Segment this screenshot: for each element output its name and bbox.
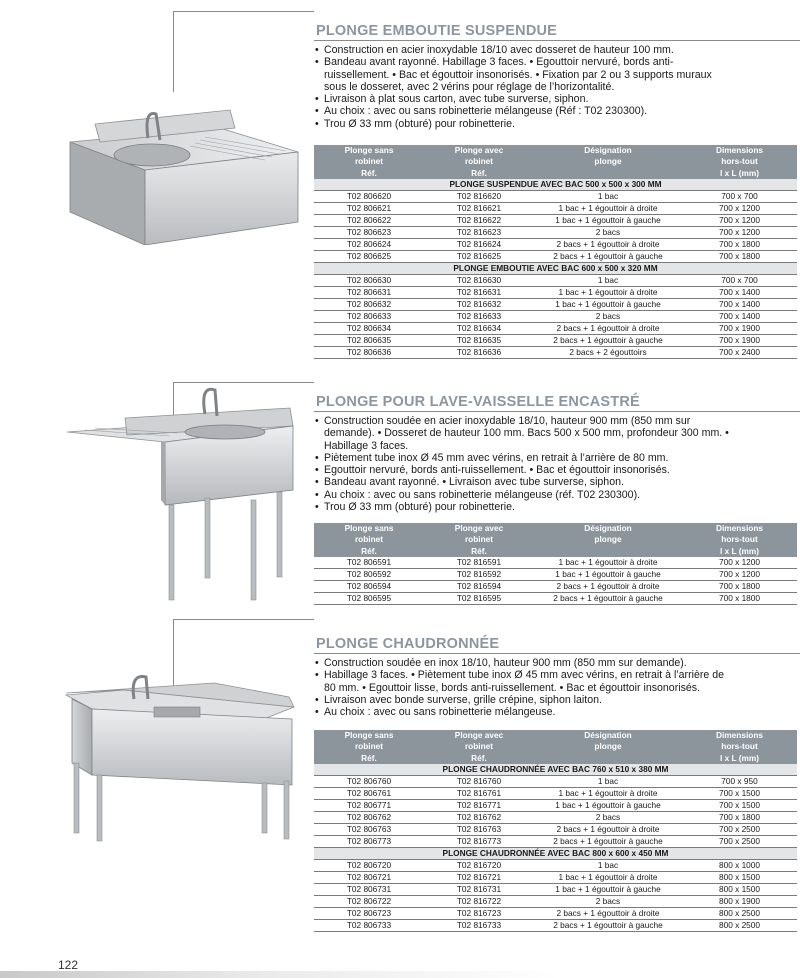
table-cell: T02 816733 <box>424 919 534 931</box>
table-cell: T02 806760 <box>314 775 424 787</box>
table-cell: T02 806773 <box>314 835 424 847</box>
column-header-line: robinet <box>354 534 384 545</box>
description-bullet: • Egouttoir nervuré, bords anti-ruissellement. • Bac et égouttoir insonorisés. <box>313 464 733 476</box>
table-row <box>314 859 797 871</box>
column-header-line: Réf. <box>471 545 487 556</box>
column-header-line: Dimensions <box>715 730 764 740</box>
table-row <box>314 871 797 883</box>
table-row <box>314 580 797 592</box>
description-bullet: • Trou Ø 33 mm (obturé) pour robinetterie. <box>313 501 733 513</box>
table-row <box>314 226 797 238</box>
table-cell: 700 x 1800 <box>682 250 797 262</box>
column-header-line <box>534 168 682 179</box>
column-header <box>682 730 797 764</box>
description-bullet: • Construction en acier inoxydable 18/10 avec dosseret de hauteur 100 mm. <box>313 44 733 56</box>
column-header <box>534 730 682 764</box>
column-header <box>682 523 797 557</box>
table-cell: T02 816763 <box>424 823 534 835</box>
group-label: PLONGE CHAUDRONNÉE AVEC BAC 760 x 510 x 380 MM <box>314 764 797 776</box>
table-cell: T02 816620 <box>424 190 534 202</box>
description-bullet: • Livraison avec bonde surverse, grille crépine, siphon laiton. <box>313 694 733 706</box>
spec-table-2 <box>314 523 797 605</box>
table-cell: 700 x 1200 <box>682 214 797 226</box>
table-cell: T02 806631 <box>314 286 424 298</box>
table-cell: 2 bacs + 2 égouttoirs <box>534 346 682 358</box>
table-cell: T02 806591 <box>314 557 424 569</box>
description-bullet: • Bandeau avant rayonné. • Livraison avec tube surverse, siphon. <box>313 476 733 488</box>
table-cell: 1 bac + 1 égouttoir à gauche <box>534 568 682 580</box>
table-cell: T02 806595 <box>314 592 424 604</box>
table-cell: 800 x 2500 <box>682 919 797 931</box>
table-cell: 1 bac <box>534 859 682 871</box>
table-group-row <box>314 262 797 274</box>
description-bullet: • Construction soudée en acier inoxydable 18/10, hauteur 900 mm (850 mm sur demande). • Dosseret de hauteur 100 mm. Bacs 500 x 500 mm, profondeur 300 mm. • Habillage 3 faces. <box>313 415 733 452</box>
column-header-line: Réf. <box>471 167 487 178</box>
table-cell: T02 806622 <box>314 214 424 226</box>
table-cell: 700 x 2500 <box>682 835 797 847</box>
table-cell: 700 x 950 <box>682 775 797 787</box>
description-bullet: • Au choix : avec ou sans robinetterie mélangeuse (réf. T02 230300). <box>313 489 733 501</box>
table-cell: T02 806623 <box>314 226 424 238</box>
table-cell: T02 806771 <box>314 799 424 811</box>
table-row <box>314 557 797 569</box>
table-cell: T02 816761 <box>424 787 534 799</box>
table-cell: 700 x 2400 <box>682 346 797 358</box>
column-header-line: robinet <box>464 534 494 545</box>
group-label: PLONGE CHAUDRONNÉE AVEC BAC 800 x 600 x 450 MM <box>314 847 797 859</box>
table-cell: T02 806620 <box>314 190 424 202</box>
table-cell: 2 bacs + 1 égouttoir à droite <box>534 823 682 835</box>
column-header-line: Désignation <box>584 730 632 740</box>
table-cell: T02 816623 <box>424 226 534 238</box>
table-group-row <box>314 847 797 859</box>
section-title-2: PLONGE POUR LAVE-VAISSELLE ENCASTRÉ <box>316 394 640 410</box>
description-list-1 <box>313 44 733 130</box>
table-cell: 700 x 700 <box>682 190 797 202</box>
description-bullet <box>313 105 733 117</box>
table-cell: 700 x 1900 <box>682 322 797 334</box>
table-row <box>314 298 797 310</box>
column-header-line: Réf. <box>361 752 377 763</box>
table-cell: T02 816762 <box>424 811 534 823</box>
table-cell: T02 816632 <box>424 298 534 310</box>
table-cell: T02 806733 <box>314 919 424 931</box>
table-cell: 1 bac + 1 égouttoir à droite <box>534 202 682 214</box>
table-row <box>314 907 797 919</box>
table-cell: T02 806761 <box>314 787 424 799</box>
column-header-line: l x L (mm) <box>719 752 760 763</box>
description-bullet: • Construction soudée en inox 18/10, hauteur 900 mm (850 mm sur demande). <box>313 657 733 669</box>
table-cell: 700 x 700 <box>682 274 797 286</box>
table-row <box>314 592 797 604</box>
table-cell: T02 806721 <box>314 871 424 883</box>
table-cell: 2 bacs <box>534 895 682 907</box>
table-cell: 1 bac <box>534 775 682 787</box>
table-row <box>314 310 797 322</box>
table-cell: T02 816631 <box>424 286 534 298</box>
table-row <box>314 823 797 835</box>
table-cell: 2 bacs + 1 égouttoir à droite <box>534 580 682 592</box>
title-rule-1 <box>314 40 800 41</box>
table-cell: 800 x 1500 <box>682 871 797 883</box>
column-header-line: robinet <box>464 156 494 167</box>
table-cell: 2 bacs + 1 égouttoir à gauche <box>534 592 682 604</box>
table-cell: T02 816624 <box>424 238 534 250</box>
table-cell: 2 bacs + 1 égouttoir à gauche <box>534 250 682 262</box>
column-header-line: Réf. <box>471 752 487 763</box>
table-group-row <box>314 764 797 776</box>
column-header-line: Réf. <box>361 167 377 178</box>
column-header-line: Dimensions <box>715 145 764 155</box>
table-cell: T02 816622 <box>424 214 534 226</box>
column-header <box>424 145 534 179</box>
column-header-line: Dimensions <box>715 523 764 533</box>
column-header-line: Désignation <box>584 145 632 155</box>
description-bullet: • Trou Ø 33 mm (obturé) pour robinetterie. <box>313 118 733 130</box>
table-cell: T02 816721 <box>424 871 534 883</box>
table-cell: T02 806762 <box>314 811 424 823</box>
column-header <box>424 523 534 557</box>
table-cell: T02 816594 <box>424 580 534 592</box>
table-cell: T02 806731 <box>314 883 424 895</box>
table-cell: 700 x 1800 <box>682 811 797 823</box>
table-cell: 1 bac + 1 égouttoir à droite <box>534 286 682 298</box>
table-cell: T02 816625 <box>424 250 534 262</box>
description-text: Au choix : avec ou sans robinetterie mélangeuse (Réf : T02 230300). <box>324 105 648 118</box>
table-cell: 2 bacs <box>534 811 682 823</box>
group-label: PLONGE EMBOUTIE AVEC BAC 600 x 500 x 320 MM <box>314 262 797 274</box>
table-header-row <box>314 730 797 764</box>
table-cell: T02 806636 <box>314 346 424 358</box>
column-header-line: plonge <box>594 156 622 167</box>
column-header-line: Plonge sans <box>344 145 394 155</box>
table-cell: 2 bacs <box>534 310 682 322</box>
table-cell: 2 bacs + 1 égouttoir à droite <box>534 907 682 919</box>
table-row <box>314 775 797 787</box>
column-header-line: robinet <box>464 741 494 752</box>
table-cell: 2 bacs + 1 égouttoir à droite <box>534 238 682 250</box>
description-list-2 <box>313 415 733 513</box>
table-cell: 700 x 1200 <box>682 226 797 238</box>
table-cell: 700 x 1200 <box>682 202 797 214</box>
spec-table-3 <box>314 730 797 932</box>
section-title-3: PLONGE CHAUDRONNÉE <box>316 636 500 652</box>
table-row <box>314 238 797 250</box>
table-cell: T02 806632 <box>314 298 424 310</box>
table-cell: 1 bac + 1 égouttoir à gauche <box>534 214 682 226</box>
table-cell: T02 806633 <box>314 310 424 322</box>
table-cell: 1 bac + 1 égouttoir à droite <box>534 787 682 799</box>
table-row <box>314 202 797 214</box>
table-cell: T02 816635 <box>424 334 534 346</box>
table-cell: 800 x 1500 <box>682 883 797 895</box>
group-label: PLONGE SUSPENDUE AVEC BAC 500 x 500 x 300 MM <box>314 179 797 191</box>
column-header-line: hors-tout <box>721 741 758 752</box>
description-bullet: • Habillage 3 faces. • Piètement tube inox Ø 45 mm avec vérins, en retrait à l’arrière de 80 mm. • Egouttoir lisse, bords anti-ruissellement. • Bac et égouttoir insonorisés. <box>313 669 733 694</box>
title-rule-2 <box>314 411 800 412</box>
table-cell: 1 bac <box>534 274 682 286</box>
column-header <box>682 145 797 179</box>
table-row <box>314 250 797 262</box>
table-cell: 700 x 1500 <box>682 787 797 799</box>
table-group-row <box>314 179 797 191</box>
table-row <box>314 919 797 931</box>
table-cell: T02 816722 <box>424 895 534 907</box>
table-cell: 700 x 1800 <box>682 580 797 592</box>
table-cell: 700 x 1500 <box>682 799 797 811</box>
column-header-line: plonge <box>594 534 622 545</box>
column-header-line: Désignation <box>584 523 632 533</box>
table-cell: 700 x 1400 <box>682 310 797 322</box>
table-row <box>314 214 797 226</box>
table-cell: 1 bac + 1 égouttoir à droite <box>534 557 682 569</box>
table-row <box>314 835 797 847</box>
table-cell: T02 806720 <box>314 859 424 871</box>
title-rule-3 <box>314 653 800 654</box>
column-header-line: Plonge sans <box>344 523 394 533</box>
column-header-line: l x L (mm) <box>719 167 760 178</box>
table-row <box>314 346 797 358</box>
table-cell: 2 bacs + 1 égouttoir à gauche <box>534 835 682 847</box>
table-cell: 700 x 1900 <box>682 334 797 346</box>
table-cell: T02 806624 <box>314 238 424 250</box>
column-header-line <box>534 753 682 764</box>
description-bullet: • Livraison à plat sous carton, avec tube surverse, siphon. <box>313 93 733 105</box>
table-cell: 2 bacs + 1 égouttoir à gauche <box>534 334 682 346</box>
table-row <box>314 190 797 202</box>
table-row <box>314 883 797 895</box>
table-cell: 800 x 2500 <box>682 907 797 919</box>
table-cell: T02 816731 <box>424 883 534 895</box>
table-cell: T02 806763 <box>314 823 424 835</box>
column-header-line <box>534 546 682 557</box>
table-cell: T02 816773 <box>424 835 534 847</box>
table-cell: T02 816723 <box>424 907 534 919</box>
column-header <box>314 523 424 557</box>
table-row <box>314 274 797 286</box>
table-cell: 1 bac + 1 égouttoir à droite <box>534 871 682 883</box>
table-cell: T02 806630 <box>314 274 424 286</box>
table-cell: 1 bac + 1 égouttoir à gauche <box>534 799 682 811</box>
photo-frame-1 <box>173 11 314 92</box>
table-cell: 700 x 1800 <box>682 592 797 604</box>
table-cell: 1 bac + 1 égouttoir à gauche <box>534 883 682 895</box>
description-list-3 <box>313 657 733 718</box>
column-header-line: plonge <box>594 741 622 752</box>
description-bullet: • Piètement tube inox Ø 45 mm avec vérins, en retrait à l’arrière de 80 mm. <box>313 452 733 464</box>
column-header <box>314 730 424 764</box>
table-cell: 2 bacs <box>534 226 682 238</box>
table-cell: T02 806592 <box>314 568 424 580</box>
table-cell: T02 816621 <box>424 202 534 214</box>
table-cell: T02 806594 <box>314 580 424 592</box>
column-header <box>424 730 534 764</box>
spec-table-1 <box>314 145 797 359</box>
column-header-line: Plonge avec <box>454 145 504 155</box>
column-header <box>534 523 682 557</box>
table-cell: 700 x 1400 <box>682 286 797 298</box>
table-cell: T02 816634 <box>424 322 534 334</box>
table-cell: T02 806723 <box>314 907 424 919</box>
page-footer-bar <box>0 971 800 978</box>
page-number: 122 <box>58 958 79 972</box>
table-cell: T02 806635 <box>314 334 424 346</box>
table-cell: 2 bacs + 1 égouttoir à gauche <box>534 919 682 931</box>
table-cell: T02 806634 <box>314 322 424 334</box>
column-header-line: hors-tout <box>721 156 758 167</box>
table-cell: 700 x 2500 <box>682 823 797 835</box>
column-header-line: Plonge avec <box>454 523 504 533</box>
table-row <box>314 334 797 346</box>
section-title-1: PLONGE EMBOUTIE SUSPENDUE <box>316 23 558 39</box>
table-row <box>314 568 797 580</box>
column-header-line: Réf. <box>361 545 377 556</box>
table-cell: T02 816592 <box>424 568 534 580</box>
table-cell: T02 806625 <box>314 250 424 262</box>
product-photo-boiled-sink <box>64 665 299 845</box>
table-header-row <box>314 145 797 179</box>
table-cell: T02 816720 <box>424 859 534 871</box>
table-cell: T02 816591 <box>424 557 534 569</box>
table-header-row <box>314 523 797 557</box>
table-cell: T02 816630 <box>424 274 534 286</box>
table-row <box>314 799 797 811</box>
description-bullet: • Bandeau avant rayonné. Habillage 3 faces. • Egouttoir nervuré, bords anti-ruissellement. • Bac et égouttoir insonorisés. • Fixation par 2 ou 3 supports muraux sous le dosseret, avec 2 vérins pour réglage de l’horizontalité. <box>313 56 733 93</box>
table-cell: 700 x 1200 <box>682 557 797 569</box>
table-cell: 800 x 1900 <box>682 895 797 907</box>
table-cell: 1 bac <box>534 190 682 202</box>
table-row <box>314 787 797 799</box>
table-cell: T02 806621 <box>314 202 424 214</box>
table-cell: 700 x 1200 <box>682 568 797 580</box>
column-header-line: robinet <box>354 156 384 167</box>
column-header-line: Plonge avec <box>454 730 504 740</box>
table-row <box>314 286 797 298</box>
table-cell: 800 x 1000 <box>682 859 797 871</box>
table-row <box>314 322 797 334</box>
table-cell: 700 x 1400 <box>682 298 797 310</box>
table-cell: 2 bacs + 1 égouttoir à droite <box>534 322 682 334</box>
table-cell: 1 bac + 1 égouttoir à gauche <box>534 298 682 310</box>
table-cell: T02 816771 <box>424 799 534 811</box>
column-header <box>534 145 682 179</box>
description-bullet: • Au choix : avec ou sans robinetterie mélangeuse. <box>313 706 733 718</box>
column-header-line: robinet <box>354 741 384 752</box>
column-header-line: l x L (mm) <box>719 545 760 556</box>
product-photo-suspended-sink <box>60 100 305 245</box>
table-cell: T02 806722 <box>314 895 424 907</box>
product-photo-dishwasher-sink <box>65 380 300 610</box>
table-row <box>314 895 797 907</box>
table-cell: T02 816636 <box>424 346 534 358</box>
table-row <box>314 811 797 823</box>
column-header-line: Plonge sans <box>344 730 394 740</box>
column-header-line: hors-tout <box>721 534 758 545</box>
column-header <box>314 145 424 179</box>
table-cell: 700 x 1800 <box>682 238 797 250</box>
table-cell: T02 816633 <box>424 310 534 322</box>
table-cell: T02 816760 <box>424 775 534 787</box>
table-cell: T02 816595 <box>424 592 534 604</box>
